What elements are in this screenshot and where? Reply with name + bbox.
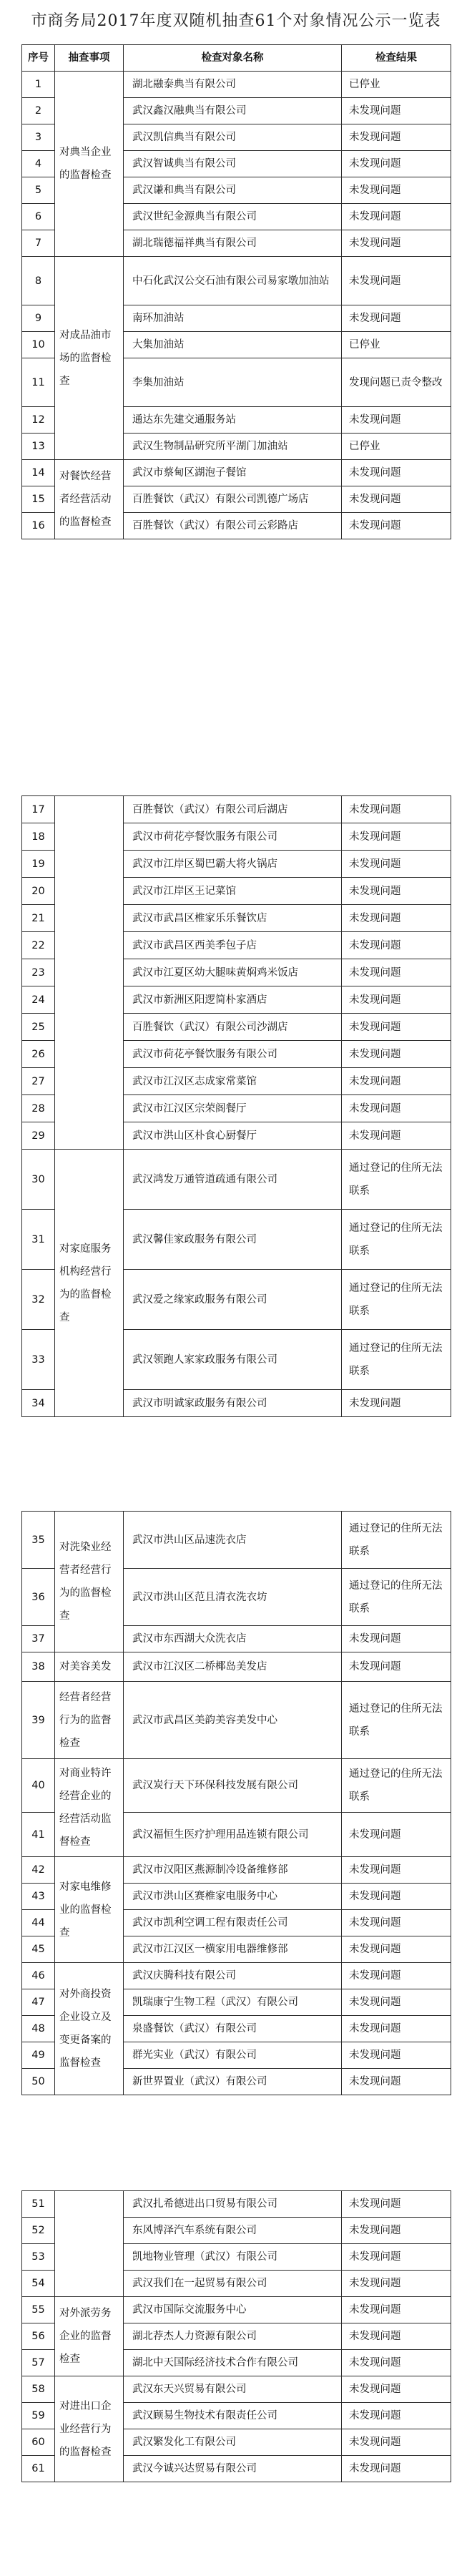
page-title: 市商务局2017年度双随机抽查61个对象情况公示一览表 (31, 12, 441, 30)
inspection-table-part-1 (21, 44, 451, 539)
check-result: 未发现问题 (342, 2323, 451, 2350)
check-result: 未发现问题 (342, 486, 451, 513)
row-number: 43 (22, 1884, 55, 1910)
check-result: 发现问题已责令整改 (342, 358, 451, 407)
check-result: 未发现问题 (342, 460, 451, 486)
check-result: 未发现问题 (342, 932, 451, 959)
row-number: 21 (22, 905, 55, 932)
check-result: 未发现问题 (342, 1014, 451, 1041)
row-number: 33 (22, 1330, 55, 1390)
inspection-item: 对洗染业经营者经营行为的监督检查 (55, 1512, 124, 1652)
target-name: 武汉市武昌区椎家乐乐餐饮店 (124, 905, 342, 932)
check-result: 未发现问题 (342, 1652, 451, 1682)
target-name: 武汉市洪山区品速洗衣店 (124, 1512, 342, 1569)
row-number: 9 (22, 305, 55, 332)
target-name: 武汉市武昌区西美季包子店 (124, 932, 342, 959)
check-result: 未发现问题 (342, 1041, 451, 1068)
row-number: 46 (22, 1963, 55, 1989)
check-result: 未发现问题 (342, 1813, 451, 1857)
target-name: 武汉世纪金源典当有限公司 (124, 204, 342, 230)
check-result: 未发现问题 (342, 98, 451, 124)
row-number: 34 (22, 1390, 55, 1417)
target-name: 武汉鑫汉融典当有限公司 (124, 98, 342, 124)
table-row (22, 460, 451, 486)
table-row (22, 796, 451, 823)
check-result: 未发现问题 (342, 257, 451, 305)
check-result: 未发现问题 (342, 2191, 451, 2218)
target-name: 武汉市洪山区朴食心厨餐厅 (124, 1122, 342, 1150)
target-name: 武汉扎希德进出口贸易有限公司 (124, 2191, 342, 2218)
check-result: 未发现问题 (342, 959, 451, 986)
target-name: 武汉爱之缘家政服务有限公司 (124, 1270, 342, 1330)
target-name: 武汉市江汉区一横家用电器维修部 (124, 1936, 342, 1963)
row-number: 57 (22, 2350, 55, 2376)
check-result: 未发现问题 (342, 986, 451, 1014)
target-name: 新世界置业（武汉）有限公司 (124, 2069, 342, 2095)
check-result: 未发现问题 (342, 1910, 451, 1936)
table-row (22, 2191, 451, 2218)
row-number: 56 (22, 2323, 55, 2350)
row-number: 17 (22, 796, 55, 823)
target-name: 通达东先建交通服务站 (124, 407, 342, 434)
target-name: 武汉馨佳家政服务有限公司 (124, 1210, 342, 1270)
check-result: 通过登记的住所无法联系 (342, 1330, 451, 1390)
check-result: 未发现问题 (342, 1857, 451, 1884)
row-number: 13 (22, 434, 55, 460)
check-result: 未发现问题 (342, 2244, 451, 2271)
row-number: 8 (22, 257, 55, 305)
row-number: 24 (22, 986, 55, 1014)
row-number: 45 (22, 1936, 55, 1963)
target-name: 武汉市汉阳区燕源制冷设备维修部 (124, 1857, 342, 1884)
target-name: 武汉谦和典当有限公司 (124, 177, 342, 204)
inspection-item: 对进出口企业经营行为的监督检查 (55, 2376, 124, 2482)
check-result: 未发现问题 (342, 2218, 451, 2244)
row-number: 18 (22, 823, 55, 851)
check-result: 通过登记的住所无法联系 (342, 1682, 451, 1759)
target-name: 武汉领跑人家家政服务有限公司 (124, 1330, 342, 1390)
row-number: 53 (22, 2244, 55, 2271)
check-result: 未发现问题 (342, 1068, 451, 1095)
row-number: 12 (22, 407, 55, 434)
inspection-item: 对美容美发 (55, 1652, 124, 1682)
check-result: 通过登记的住所无法联系 (342, 1210, 451, 1270)
check-result: 未发现问题 (342, 2069, 451, 2095)
row-number: 3 (22, 124, 55, 151)
target-name: 武汉庆腾科技有限公司 (124, 1963, 342, 1989)
row-number: 14 (22, 460, 55, 486)
target-name: 湖北融泰典当有限公司 (124, 72, 342, 98)
row-number: 22 (22, 932, 55, 959)
row-number: 11 (22, 358, 55, 407)
table-header-row (22, 45, 451, 72)
target-name: 武汉市江汉区志成家常菜馆 (124, 1068, 342, 1095)
check-result: 未发现问题 (342, 513, 451, 539)
row-number: 38 (22, 1652, 55, 1682)
check-result: 未发现问题 (342, 905, 451, 932)
row-number: 31 (22, 1210, 55, 1270)
check-result: 未发现问题 (342, 2016, 451, 2042)
target-name: 武汉市江岸区王记菜馆 (124, 878, 342, 905)
row-number: 49 (22, 2042, 55, 2069)
target-name: 武汉炭行天下环保科技发展有限公司 (124, 1759, 342, 1813)
table-row (22, 257, 451, 305)
row-number: 37 (22, 1626, 55, 1652)
target-name: 武汉市洪山区范且清衣洗衣坊 (124, 1569, 342, 1626)
check-result: 未发现问题 (342, 305, 451, 332)
target-name: 武汉福恒生医疗护理用品连锁有限公司 (124, 1813, 342, 1857)
target-name: 武汉鸿发万通管道疏通有限公司 (124, 1150, 342, 1210)
inspection-item: 对家庭服务机构经营行为的监督检查 (55, 1150, 124, 1417)
check-result: 未发现问题 (342, 2271, 451, 2297)
row-number: 2 (22, 98, 55, 124)
table-row (22, 2376, 451, 2403)
row-number: 15 (22, 486, 55, 513)
check-result: 已停业 (342, 72, 451, 98)
table-row (22, 1857, 451, 1884)
target-name: 武汉繁发化工有限公司 (124, 2429, 342, 2456)
check-result: 未发现问题 (342, 2042, 451, 2069)
check-result: 未发现问题 (342, 204, 451, 230)
inspection-item: 经营者经营行为的监督检查 (55, 1682, 124, 1759)
target-name: 武汉市洪山区赛椎家电服务中心 (124, 1884, 342, 1910)
target-name: 凯瑞康宁生物工程（武汉）有限公司 (124, 1989, 342, 2016)
check-result: 通过登记的住所无法联系 (342, 1569, 451, 1626)
target-name: 百胜餐饮（武汉）有限公司后湖店 (124, 796, 342, 823)
row-number: 16 (22, 513, 55, 539)
row-number: 23 (22, 959, 55, 986)
table-row (22, 1759, 451, 1813)
check-result: 未发现问题 (342, 1884, 451, 1910)
check-result: 未发现问题 (342, 1390, 451, 1417)
target-name: 百胜餐饮（武汉）有限公司凯德广场店 (124, 486, 342, 513)
row-number: 59 (22, 2403, 55, 2429)
row-number: 54 (22, 2271, 55, 2297)
check-result: 未发现问题 (342, 823, 451, 851)
target-name: 武汉市武昌区美韵美容美发中心 (124, 1682, 342, 1759)
inspection-item: 对外商投资企业设立及变更备案的监督检查 (55, 1963, 124, 2095)
target-name: 湖北荐杰人力资源有限公司 (124, 2323, 342, 2350)
inspection-table-part-2 (21, 795, 451, 1417)
row-number: 26 (22, 1041, 55, 1068)
row-number: 10 (22, 332, 55, 358)
header-target: 检查对象名称 (124, 45, 342, 72)
target-name: 武汉市蔡甸区湖泡子餐馆 (124, 460, 342, 486)
row-number: 47 (22, 1989, 55, 2016)
check-result: 未发现问题 (342, 1122, 451, 1150)
table-row (22, 1512, 451, 1569)
check-result: 未发现问题 (342, 230, 451, 257)
target-name: 中石化武汉公交石油有限公司易家墩加油站 (124, 257, 342, 305)
check-result: 未发现问题 (342, 2456, 451, 2482)
header-no: 序号 (22, 45, 55, 72)
check-result: 未发现问题 (342, 2376, 451, 2403)
table-row (22, 1652, 451, 1682)
target-name: 武汉市江汉区二桥椰岛美发店 (124, 1652, 342, 1682)
row-number: 7 (22, 230, 55, 257)
target-name: 百胜餐饮（武汉）有限公司云彩路店 (124, 513, 342, 539)
row-number: 29 (22, 1122, 55, 1150)
inspection-table-part-3 (21, 1511, 451, 2095)
target-name: 凯地物业管理（武汉）有限公司 (124, 2244, 342, 2271)
table-row (22, 2297, 451, 2323)
check-result: 未发现问题 (342, 151, 451, 177)
check-result: 未发现问题 (342, 2350, 451, 2376)
target-name: 武汉顾易生物技术有限责任公司 (124, 2403, 342, 2429)
target-name: 武汉市新洲区阳逻简朴家酒店 (124, 986, 342, 1014)
check-result: 未发现问题 (342, 2403, 451, 2429)
row-number: 50 (22, 2069, 55, 2095)
row-number: 27 (22, 1068, 55, 1095)
target-name: 武汉东天兴贸易有限公司 (124, 2376, 342, 2403)
check-result: 未发现问题 (342, 1626, 451, 1652)
target-name: 百胜餐饮（武汉）有限公司沙湖店 (124, 1014, 342, 1041)
target-name: 湖北瑞德福祥典当有限公司 (124, 230, 342, 257)
row-number: 4 (22, 151, 55, 177)
target-name: 李集加油站 (124, 358, 342, 407)
check-result: 通过登记的住所无法联系 (342, 1150, 451, 1210)
target-name: 南环加油站 (124, 305, 342, 332)
inspection-item (55, 2191, 124, 2297)
header-result: 检查结果 (342, 45, 451, 72)
check-result: 未发现问题 (342, 878, 451, 905)
inspection-item: 对家电维修业的监督检查 (55, 1857, 124, 1963)
check-result: 已停业 (342, 332, 451, 358)
target-name: 武汉市江岸区蜀巴霸大将火锅店 (124, 851, 342, 878)
row-number: 60 (22, 2429, 55, 2456)
target-name: 武汉市明诚家政服务有限公司 (124, 1390, 342, 1417)
row-number: 52 (22, 2218, 55, 2244)
row-number: 40 (22, 1759, 55, 1813)
table-row (22, 72, 451, 98)
row-number: 39 (22, 1682, 55, 1759)
check-result: 未发现问题 (342, 177, 451, 204)
target-name: 武汉市凯利空调工程有限责任公司 (124, 1910, 342, 1936)
row-number: 28 (22, 1095, 55, 1122)
row-number: 48 (22, 2016, 55, 2042)
row-number: 51 (22, 2191, 55, 2218)
check-result: 未发现问题 (342, 1989, 451, 2016)
row-number: 30 (22, 1150, 55, 1210)
row-number: 42 (22, 1857, 55, 1884)
target-name: 湖北中天国际经济技术合作有限公司 (124, 2350, 342, 2376)
check-result: 通过登记的住所无法联系 (342, 1759, 451, 1813)
table-row (22, 1682, 451, 1759)
row-number: 41 (22, 1813, 55, 1857)
target-name: 武汉市江汉区宗荣阁餐厅 (124, 1095, 342, 1122)
target-name: 武汉市荷花亭餐饮服务有限公司 (124, 1041, 342, 1068)
inspection-table-part-4 (21, 2190, 451, 2482)
row-number: 25 (22, 1014, 55, 1041)
target-name: 武汉智诚典当有限公司 (124, 151, 342, 177)
row-number: 20 (22, 878, 55, 905)
table-row (22, 1963, 451, 1989)
check-result: 已停业 (342, 434, 451, 460)
target-name: 武汉市东西湖大众洗衣店 (124, 1626, 342, 1652)
row-number: 6 (22, 204, 55, 230)
check-result: 未发现问题 (342, 124, 451, 151)
header-item: 抽查事项 (55, 45, 124, 72)
check-result: 未发现问题 (342, 1095, 451, 1122)
row-number: 36 (22, 1569, 55, 1626)
target-name: 武汉凯信典当有限公司 (124, 124, 342, 151)
row-number: 44 (22, 1910, 55, 1936)
row-number: 32 (22, 1270, 55, 1330)
target-name: 武汉市荷花亭餐饮服务有限公司 (124, 823, 342, 851)
inspection-item: 对典当企业的监督检查 (55, 72, 124, 257)
row-number: 1 (22, 72, 55, 98)
row-number: 5 (22, 177, 55, 204)
row-number: 61 (22, 2456, 55, 2482)
target-name: 武汉市国际交流服务中心 (124, 2297, 342, 2323)
check-result: 通过登记的住所无法联系 (342, 1270, 451, 1330)
target-name: 武汉我们在一起贸易有限公司 (124, 2271, 342, 2297)
target-name: 东风博泽汽车系统有限公司 (124, 2218, 342, 2244)
target-name: 武汉市江夏区幼大腿味黄焖鸡米饭店 (124, 959, 342, 986)
check-result: 未发现问题 (342, 2429, 451, 2456)
inspection-item: 对外派劳务企业的监督检查 (55, 2297, 124, 2376)
check-result: 未发现问题 (342, 407, 451, 434)
inspection-item: 对商业特许经营企业的经营活动监督检查 (55, 1759, 124, 1857)
row-number: 55 (22, 2297, 55, 2323)
inspection-item: 对餐饮经营者经营活动的监督检查 (55, 460, 124, 539)
inspection-item: 对成品油市场的监督检查 (55, 257, 124, 460)
target-name: 群光实业（武汉）有限公司 (124, 2042, 342, 2069)
row-number: 35 (22, 1512, 55, 1569)
row-number: 58 (22, 2376, 55, 2403)
check-result: 未发现问题 (342, 2297, 451, 2323)
target-name: 武汉生物制品研究所平湖门加油站 (124, 434, 342, 460)
target-name: 武汉今诚兴达贸易有限公司 (124, 2456, 342, 2482)
check-result: 未发现问题 (342, 1936, 451, 1963)
check-result: 通过登记的住所无法联系 (342, 1512, 451, 1569)
row-number: 19 (22, 851, 55, 878)
check-result: 未发现问题 (342, 851, 451, 878)
target-name: 大集加油站 (124, 332, 342, 358)
table-row (22, 1150, 451, 1210)
target-name: 泉盛餐饮（武汉）有限公司 (124, 2016, 342, 2042)
check-result: 未发现问题 (342, 796, 451, 823)
inspection-item (55, 796, 124, 1150)
check-result: 未发现问题 (342, 1963, 451, 1989)
